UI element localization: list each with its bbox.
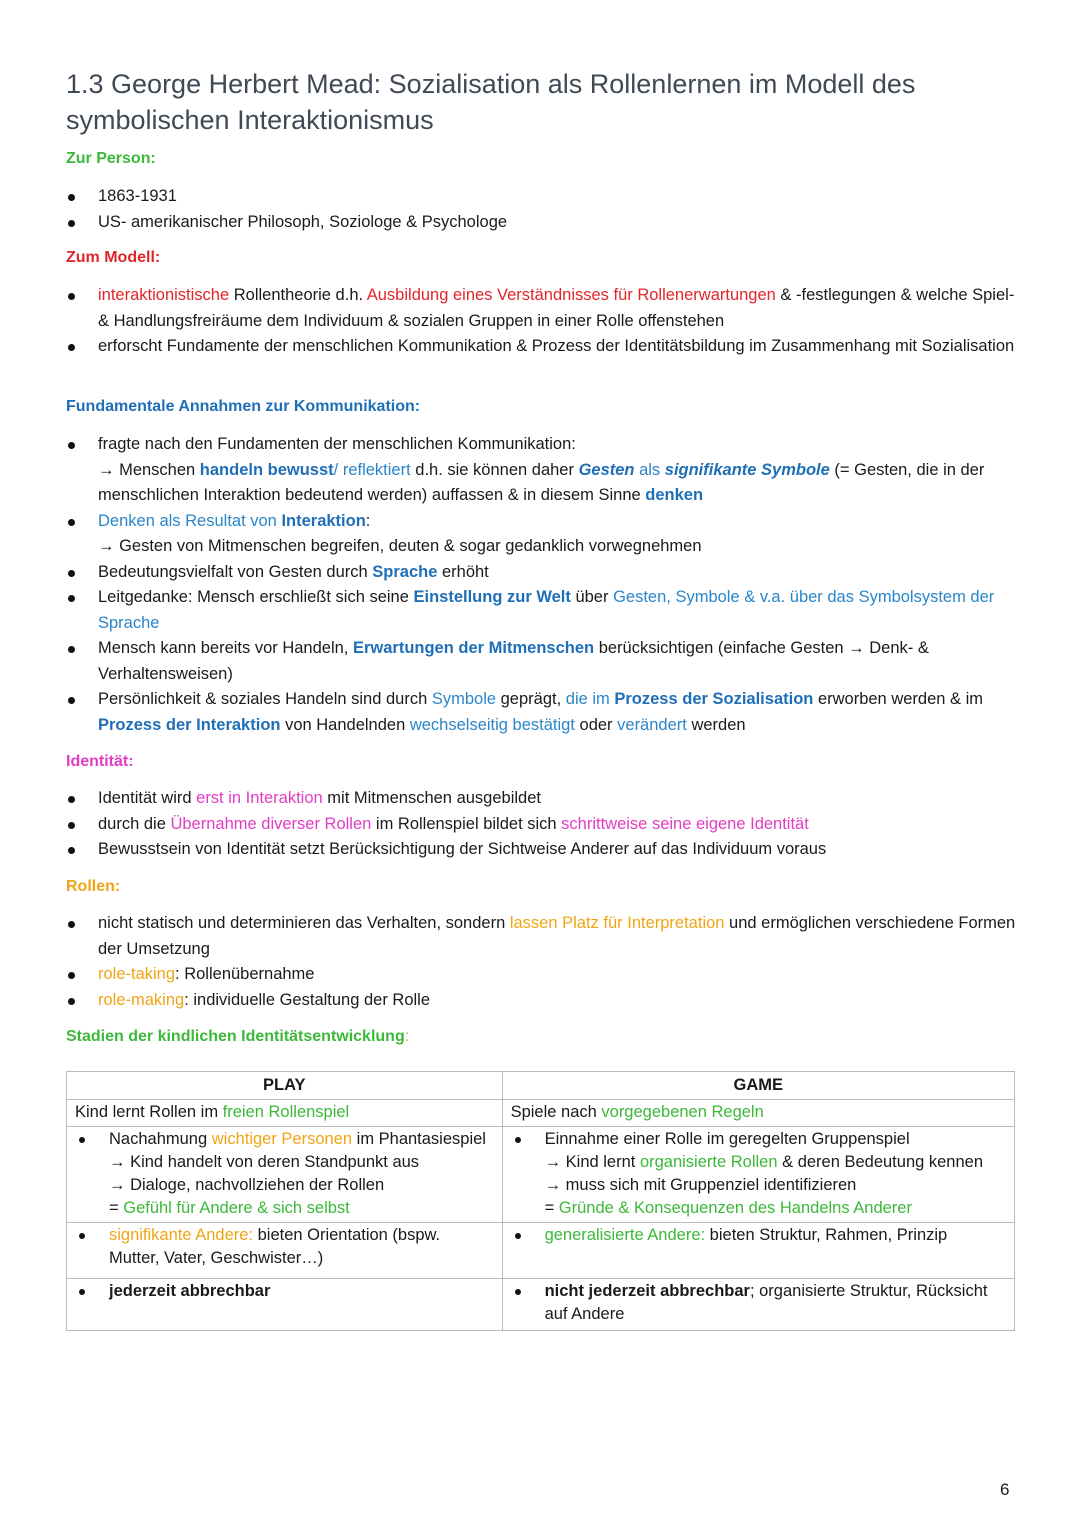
section-heading-kommunikation: Fundamentale Annahmen zur Kommunikation: — [66, 398, 421, 415]
list-item: generalisierte Andere: bieten Struktur, Rahmen, Prinzip — [511, 1224, 1006, 1247]
list-item: erforscht Fundamente der menschlichen Kommunikation & Prozess der Identitätsbildung im Zusammenhang mit Sozialisation — [66, 334, 1026, 360]
page-number: 6 — [1000, 1480, 1010, 1499]
list-item: Bewusstsein von Identität setzt Berücksichtigung der Sichtweise Anderer auf das Individuum voraus — [66, 837, 1026, 863]
section-heading-modell: Zum Modell: — [66, 249, 161, 266]
list-item: Nachahmung wichtiger Personen im Phantasiespiel → Kind handelt von deren Standpunkt aus → Dialoge, nachvollziehen der Rollen = Gefühl für Andere & sich selbst — [75, 1128, 494, 1220]
list-item: signifikante Andere: bieten Orientation (bspw. Mutter, Vater, Geschwister…) — [75, 1224, 494, 1270]
kommunikation-list — [66, 432, 1026, 738]
list-item: nicht statisch und determinieren das Verhalten, sondern lassen Platz für Interpretation und ermöglichen verschiedene Formen der Umsetzung — [66, 911, 1026, 962]
list-item: Identität wird erst in Interaktion mit Mitmenschen ausgebildet — [66, 786, 1026, 812]
list-item: role-taking: Rollenübernahme — [66, 962, 1026, 988]
section-heading-person: Zur Person: — [66, 150, 156, 167]
identitaet-list — [66, 786, 1026, 863]
list-item: nicht jederzeit abbrechbar; organisierte Struktur, Rücksicht auf Andere — [511, 1280, 1006, 1326]
list-item: Mensch kann bereits vor Handeln, Erwartungen der Mitmenschen berücksichtigen (einfache Gesten → Denk- & Verhaltensweisen) — [66, 636, 1026, 687]
section-heading-stadien: Stadien der kindlichen Identitätsentwicklung: — [66, 1028, 410, 1045]
list-item: Denken als Resultat von Interaktion: → Gesten von Mitmenschen begreifen, deuten & sogar gedanklich vorwegnehmen — [66, 509, 1026, 560]
table-header-row — [67, 1072, 1015, 1100]
play-header: PLAY — [67, 1072, 503, 1100]
list-item: jederzeit abbrechbar — [75, 1280, 494, 1303]
list-item: fragte nach den Fundamenten der menschlichen Kommunikation: → Menschen handeln bewusst/ reflektiert d.h. sie können daher Gesten als signifikante Symbole (= Gesten, die in der menschlichen Interaktion bedeutend werden) auffassen & in diesem Sinne denken — [66, 432, 1026, 509]
list-item: Einnahme einer Rolle im geregelten Gruppenspiel → Kind lernt organisierte Rollen & deren Bedeutung kennen → muss sich mit Gruppenziel identifizieren = Gründe & Konsequenzen des Handelns Anderer — [511, 1128, 1006, 1220]
list-item: Persönlichkeit & soziales Handeln sind durch Symbole geprägt, die im Prozess der Sozialisation erworben werden & im Prozess der Interaktion von Handelnden wechselseitig bestätigt oder verändert werden — [66, 687, 1026, 738]
table-row — [67, 1223, 1015, 1279]
list-item: Leitgedanke: Mensch erschließt sich seine Einstellung zur Welt über Gesten, Symbole & v.a. über das Symbolsystem der Sprache — [66, 585, 1026, 636]
person-list — [66, 184, 1026, 235]
table-row — [67, 1127, 1015, 1223]
game-header: GAME — [502, 1072, 1014, 1100]
list-item: Bedeutungsvielfalt von Gesten durch Sprache erhöht — [66, 560, 1026, 586]
play-intro: Kind lernt Rollen im freien Rollenspiel — [67, 1100, 503, 1127]
list-item: durch die Übernahme diverser Rollen im Rollenspiel bildet sich schrittweise seine eigene Identität — [66, 812, 1026, 838]
list-item: 1863-1931 — [66, 184, 1026, 210]
list-item: US- amerikanischer Philosoph, Soziologe & Psychologe — [66, 210, 1026, 236]
section-heading-rollen: Rollen: — [66, 878, 121, 895]
list-item: role-making: individuelle Gestaltung der Rolle — [66, 988, 1026, 1014]
page-title: 1.3 George Herbert Mead: Sozialisation als Rollenlernen im Modell des symbolischen Interaktionismus — [66, 69, 916, 135]
section-heading-identitaet: Identität: — [66, 753, 134, 770]
list-item: interaktionistische Rollentheorie d.h. Ausbildung eines Verständnisses für Rollenerwartungen & -festlegungen & welche Spiel- & Handlungsfreiräume dem Individuum & sozialen Gruppen in einer Rolle offenstehen — [66, 283, 1026, 334]
table-row — [67, 1100, 1015, 1127]
modell-list — [66, 283, 1026, 360]
table-row — [67, 1279, 1015, 1331]
rollen-list — [66, 911, 1026, 1013]
game-intro: Spiele nach vorgegebenen Regeln — [502, 1100, 1014, 1127]
stages-table — [66, 1071, 1015, 1331]
